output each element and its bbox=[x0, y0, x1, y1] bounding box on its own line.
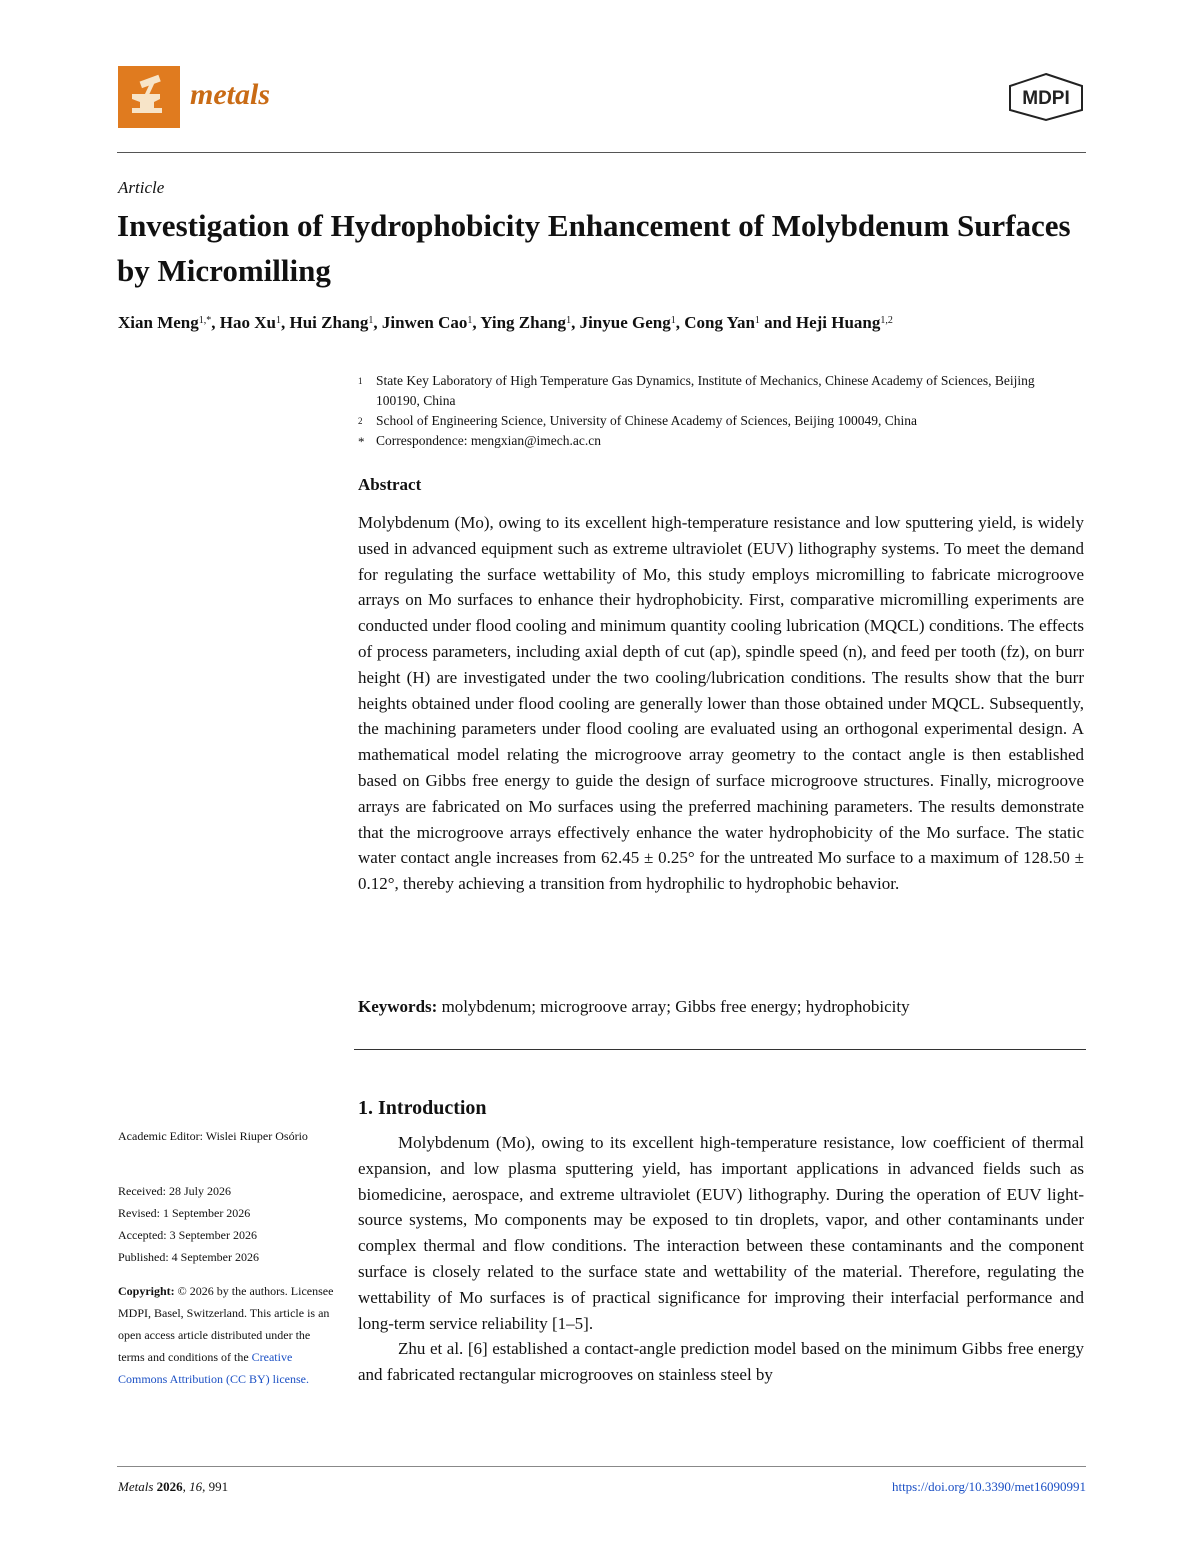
author-name: Hui Zhang bbox=[289, 313, 369, 332]
affiliation-mark: * bbox=[358, 434, 365, 449]
affiliation-item bbox=[358, 411, 1058, 431]
anvil-icon bbox=[118, 66, 180, 128]
keywords-label: Keywords: bbox=[358, 997, 438, 1016]
author-name: Ying Zhang bbox=[480, 313, 567, 332]
copyright-notice bbox=[118, 1280, 338, 1390]
author-name: Jinwen Cao bbox=[381, 313, 468, 332]
citation-year: 2026 bbox=[156, 1479, 183, 1494]
author-affiliation-mark: 1,* bbox=[198, 315, 212, 326]
affiliation-text: School of Engineering Science, University of Chinese Academy of Sciences, Beijing 100049, China bbox=[376, 413, 918, 428]
affiliation-item bbox=[358, 431, 1058, 451]
journal-logo bbox=[118, 66, 180, 128]
author-name: Cong Yan bbox=[684, 313, 755, 332]
doi-link[interactable]: https://doi.org/10.3390/met16090991 bbox=[891, 1479, 1086, 1494]
author-affiliation-mark: 1 bbox=[754, 315, 760, 326]
copyright-label: Copyright: bbox=[118, 1284, 175, 1298]
affiliation-text: State Key Laboratory of High Temperature Gas Dynamics, Institute of Mechanics, Chinese Academy of Sciences, Beijing 100190, China bbox=[376, 373, 1035, 408]
citation-journal: Metals bbox=[118, 1479, 154, 1494]
accepted-date: Accepted: 3 September 2026 bbox=[118, 1228, 257, 1242]
affiliation-mark: 2 bbox=[358, 416, 363, 426]
author-affiliation-mark: 1,2 bbox=[880, 315, 893, 326]
publication-dates bbox=[118, 1180, 338, 1268]
copyright-text: © 2026 by the authors. Licensee MDPI, Basel, Switzerland. This article is an open access article distributed under the terms and conditions of the bbox=[118, 1284, 334, 1364]
author-affiliation-mark: 1 bbox=[467, 315, 473, 326]
author-name: Jinyue Geng bbox=[579, 313, 671, 332]
author-name: Xian Meng bbox=[118, 313, 199, 332]
affiliation-item bbox=[358, 371, 1058, 411]
affiliation-list bbox=[358, 371, 1058, 451]
intro-paragraph: Molybdenum (Mo), owing to its excellent high-temperature resistance, low coefficient of thermal expansion, and low plasma sputtering yield, has important applications in advanced fields such as biomedicine, aerospace, and extreme ultraviolet (EUV) lithography. During the operation of EUV light-source systems, Mo components may be exposed to tin droplets, vapor, and other contaminants under complex thermal and flow conditions. The interaction between these contaminants and the component surface is closely related to the surface state and wettability of the material. Therefore, regulating the wettability of Mo surfaces is of practical significance for improving their interfacial performance and long-term service reliability [1–5]. bbox=[358, 1133, 1084, 1333]
article-type: Article bbox=[118, 178, 165, 197]
author-list: Xian Meng$^{1,*}$, Hao Xu$^1$, Hui Zhang$^1$, Jinwen Cao$^1$, Ying Zhang$^1$, Jinyue Geng$^1$, Cong Yan$^1$ and Heji Huang$^{1,2}$ bbox=[118, 313, 893, 332]
citation-volume: 16 bbox=[189, 1479, 203, 1494]
introduction-body bbox=[358, 1130, 1084, 1388]
received-date: Received: 28 July 2026 bbox=[118, 1184, 231, 1198]
author-affiliation-mark: 1 bbox=[670, 315, 676, 326]
author-affiliation-mark: 1 bbox=[275, 315, 281, 326]
academic-editor: Academic Editor: Wislei Riuper Osório bbox=[118, 1129, 308, 1143]
intro-paragraph: Zhu et al. [6] established a contact-angle prediction model based on the minimum Gibbs free energy and fabricated rectangular microgrooves on stainless steel by bbox=[358, 1339, 1084, 1385]
citation-article-number: 991 bbox=[208, 1479, 229, 1494]
keywords-text: molybdenum; microgroove array; Gibbs free energy; hydrophobicity bbox=[441, 997, 910, 1016]
abstract-heading: Abstract bbox=[358, 475, 422, 494]
mdpi-hexagon-icon bbox=[1006, 72, 1086, 122]
author-name: Hao Xu bbox=[219, 313, 276, 332]
revised-date: Revised: 1 September 2026 bbox=[118, 1206, 251, 1220]
publisher-name: MDPI bbox=[1022, 88, 1070, 109]
author-affiliation-mark: 1 bbox=[368, 315, 374, 326]
publisher-logo bbox=[1006, 72, 1086, 122]
keywords bbox=[358, 997, 1084, 1017]
affiliation-text: Correspondence: mengxian@imech.ac.cn bbox=[376, 433, 601, 448]
header-divider bbox=[117, 152, 1086, 153]
author-name: Heji Huang bbox=[795, 313, 881, 332]
footer-divider bbox=[117, 1466, 1086, 1467]
journal-citation: Metals 2026, 16, 991 bbox=[118, 1479, 229, 1494]
abstract-body: Molybdenum (Mo), owing to its excellent high-temperature resistance and low sputtering yield, is widely used in advanced equipment such as extreme ultraviolet (EUV) lithography systems. To meet the demand for regulating the surface wettability of Mo, this study employs micromilling to fabricate microgroove arrays on Mo surfaces to enhance their hydrophobicity. First, comparative micromilling experiments are conducted under flood cooling and minimum quantity cooling lubrication (MQCL) conditions. The effects of process parameters, including axial depth of cut (ap), spindle speed (n), and feed per tooth (fz), on burr height (H) are investigated under the two cooling/lubrication conditions. The results show that the burr heights obtained under flood cooling are generally lower than those obtained under MQCL. Subsequently, the machining parameters under flood cooling are evaluated using an orthogonal experimental design. A mathematical model relating the microgroove array geometry to the contact angle is then established based on Gibbs free energy to guide the design of surface microgroove structures. Finally, microgroove arrays are fabricated on Mo surfaces using the preferred machining parameters. The results demonstrate that the microgroove arrays effectively enhance the water hydrophobicity of the Mo surface. The static water contact angle increases from 62.45 ± 0.25° for the untreated Mo surface to a maximum of 128.50 ± 0.12°, thereby achieving a transition from hydrophilic to hydrophobic behavior. bbox=[358, 513, 1084, 894]
published-date: Published: 4 September 2026 bbox=[118, 1250, 259, 1264]
section-heading-introduction: 1. Introduction bbox=[358, 1097, 487, 1119]
license-link[interactable]: Creative Commons Attribution (CC BY) license. bbox=[118, 1350, 309, 1386]
affiliation-mark: 1 bbox=[358, 376, 363, 386]
journal-name: metals bbox=[190, 78, 270, 111]
paper-title: Investigation of Hydrophobicity Enhancement of Molybdenum Surfaces by Micromilling bbox=[117, 208, 1071, 288]
abstract-divider bbox=[354, 1049, 1086, 1050]
author-affiliation-mark: 1 bbox=[566, 315, 572, 326]
